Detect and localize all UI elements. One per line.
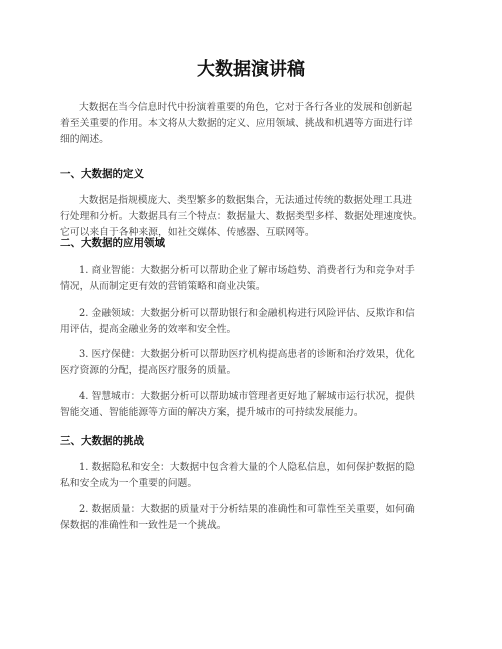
paragraph-line: 2. 数据质量：大数据的质量对于分析结果的准确性和可靠性至关重要，如何确 xyxy=(79,504,415,515)
paragraph-line: 4. 智慧城市：大数据分析可以帮助城市管理者更好地了解城市运行状况，提供 xyxy=(79,391,415,402)
intro-line: 细的阐述。 xyxy=(60,134,109,145)
section-heading-applications: 二、大数据的应用领域 xyxy=(60,237,165,249)
paragraph-line: 3. 医疗保健：大数据分析可以帮助医疗机构提高患者的诊断和治疗效果，优化 xyxy=(79,349,415,360)
paragraph-line: 智能交通、智能能源等方面的解决方案，提升城市的可持续发展能力。 xyxy=(60,407,364,418)
application-item-finance xyxy=(60,306,446,338)
paragraph-line: 行处理和分析。大数据具有三个特点：数据量大、数据类型多样、数据处理速度快。 xyxy=(60,211,423,222)
definition-paragraph xyxy=(60,193,446,241)
section-heading-challenges: 三、大数据的挑战 xyxy=(60,435,144,447)
section-heading-definition: 一、大数据的定义 xyxy=(60,168,144,180)
intro-line: 着至关重要的作用。本文将从大数据的定义、应用领域、挑战和机遇等方面进行详 xyxy=(60,118,413,129)
paragraph-line: 2. 金融领域：大数据分析可以帮助银行和金融机构进行风险评估、反欺诈和信 xyxy=(79,308,415,319)
paragraph-line: 大数据是指规模庞大、类型繁多的数据集合，无法通过传统的数据处理工具进 xyxy=(79,195,413,206)
challenge-item-quality xyxy=(60,502,446,534)
paragraph-line: 用评估，提高金融业务的效率和安全性。 xyxy=(60,324,237,335)
paragraph-line: 它可以来自于各种来源，如社交媒体、传感器、互联网等。 xyxy=(60,227,315,238)
paragraph-line: 1. 数据隐私和安全：大数据中包含着大量的个人隐私信息，如何保护数据的隐 xyxy=(79,462,415,473)
application-item-business xyxy=(60,263,446,295)
paragraph-line: 保数据的准确性和一致性是一个挑战。 xyxy=(60,520,227,531)
application-item-smart-city xyxy=(60,389,446,421)
intro-paragraph xyxy=(60,100,446,148)
challenge-item-privacy xyxy=(60,460,446,492)
paragraph-line: 私和安全成为一个重要的问题。 xyxy=(60,478,198,489)
paragraph-line: 医疗资源的分配，提高医疗服务的质量。 xyxy=(60,365,237,376)
application-item-healthcare xyxy=(60,347,446,379)
intro-line: 大数据在当今信息时代中扮演着重要的角色，它对于各行各业的发展和创新起 xyxy=(79,102,413,113)
paragraph-line: 情况，从而制定更有效的营销策略和商业决策。 xyxy=(60,281,266,292)
document-title: 大数据演讲稿 xyxy=(197,59,305,80)
paragraph-line: 1. 商业智能：大数据分析可以帮助企业了解市场趋势、消费者行为和竞争对手 xyxy=(79,265,415,276)
